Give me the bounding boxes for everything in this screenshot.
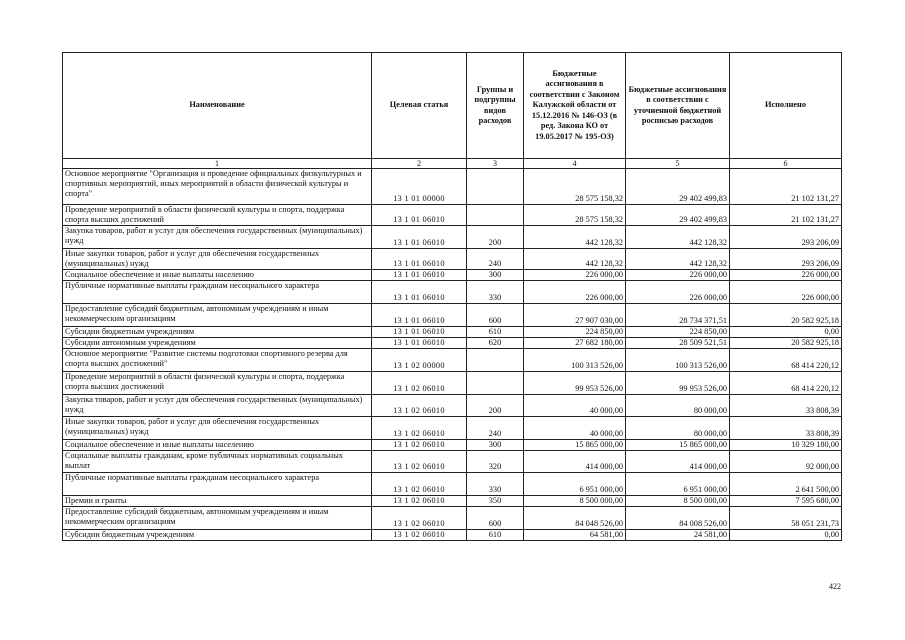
table-cell-expense-group: 350 xyxy=(467,496,524,507)
table-cell-target-article: 13 1 01 06010 xyxy=(372,205,467,226)
table-cell-law-budget: 40 000,00 xyxy=(524,395,626,417)
table-cell-name: Социальные выплаты гражданам, кроме публичных нормативных социальных выплат xyxy=(63,451,372,473)
table-row xyxy=(63,205,842,226)
table-cell-name: Предоставление субсидий бюджетным, автономным учреждениям и иным некоммерческим организациям xyxy=(63,507,372,530)
table-cell-name: Закупка товаров, работ и услуг для обеспечения государственных (муниципальных) нужд xyxy=(63,226,372,249)
table-row xyxy=(63,338,842,349)
header-target-article: Целевая статья xyxy=(372,53,467,159)
table-cell-name: Субсидии бюджетным учреждениям xyxy=(63,530,372,541)
table-cell-executed: 58 051 231,73 xyxy=(730,507,842,530)
table-row xyxy=(63,507,842,530)
table-cell-refined-budget: 414 000,00 xyxy=(626,451,730,473)
table-cell-law-budget: 28 575 158,32 xyxy=(524,205,626,226)
table-cell-executed: 92 000,00 xyxy=(730,451,842,473)
table-body xyxy=(63,169,842,541)
table-row xyxy=(63,473,842,496)
table-cell-target-article: 13 1 02 06010 xyxy=(372,473,467,496)
table-cell-refined-budget: 15 865 000,00 xyxy=(626,440,730,451)
table-row xyxy=(63,496,842,507)
table-row xyxy=(63,169,842,205)
table-cell-law-budget: 99 953 526,00 xyxy=(524,372,626,395)
table-cell-target-article: 13 1 01 06010 xyxy=(372,226,467,249)
header-refined-budget: Бюджетные ассигнования в соответствии с уточненной бюджетной росписью расходов xyxy=(626,53,730,159)
table-cell-law-budget: 414 000,00 xyxy=(524,451,626,473)
table-cell-name: Социальное обеспечение и иные выплаты населению xyxy=(63,270,372,281)
table-cell-name: Иные закупки товаров, работ и услуг для обеспечения государственных (муниципальных) нужд xyxy=(63,417,372,440)
table-row xyxy=(63,304,842,327)
table-cell-refined-budget: 29 402 499,83 xyxy=(626,169,730,205)
table-cell-name: Основное мероприятие "Организация и проведение официальных физкультурных и спортивных мероприятий, иных мероприятий в области физической культуры и спорта" xyxy=(63,169,372,205)
table-cell-target-article: 13 1 02 06010 xyxy=(372,440,467,451)
table-cell-expense-group: 300 xyxy=(467,270,524,281)
table-row xyxy=(63,349,842,372)
table-cell-name: Предоставление субсидий бюджетным, автономным учреждениям и иным некоммерческим организациям xyxy=(63,304,372,327)
table-cell-executed: 7 595 680,00 xyxy=(730,496,842,507)
table-cell-executed: 20 582 925,18 xyxy=(730,338,842,349)
table-cell-refined-budget: 100 313 526,00 xyxy=(626,349,730,372)
table-cell-expense-group: 600 xyxy=(467,304,524,327)
table-cell-target-article: 13 1 01 06010 xyxy=(372,304,467,327)
table-cell-law-budget: 27 907 030,00 xyxy=(524,304,626,327)
table-cell-target-article: 13 1 02 06010 xyxy=(372,372,467,395)
table-row xyxy=(63,530,842,541)
table-row xyxy=(63,372,842,395)
table-cell-law-budget: 27 682 180,00 xyxy=(524,338,626,349)
table-cell-expense-group xyxy=(467,169,524,205)
table-cell-name: Проведение мероприятий в области физической культуры и спорта, поддержка спорта высших достижений xyxy=(63,205,372,226)
table-cell-name: Основное мероприятие "Развитие системы подготовки спортивного резерва для спорта высших достижений" xyxy=(63,349,372,372)
table-cell-expense-group: 330 xyxy=(467,473,524,496)
table-cell-law-budget: 224 850,00 xyxy=(524,327,626,338)
table-cell-law-budget: 442 128,32 xyxy=(524,226,626,249)
table-cell-expense-group: 300 xyxy=(467,440,524,451)
table-row xyxy=(63,226,842,249)
table-cell-name: Закупка товаров, работ и услуг для обеспечения государственных (муниципальных) нужд xyxy=(63,395,372,417)
table-cell-executed: 68 414 220,12 xyxy=(730,372,842,395)
table-cell-executed: 0,00 xyxy=(730,530,842,541)
table-cell-name: Субсидии бюджетным учреждениям xyxy=(63,327,372,338)
table-cell-expense-group xyxy=(467,372,524,395)
table-cell-expense-group: 200 xyxy=(467,395,524,417)
table-cell-name: Публичные нормативные выплаты гражданам несоциального характера xyxy=(63,473,372,496)
table-row xyxy=(63,451,842,473)
header-expense-groups: Группы и подгруппы видов расходов xyxy=(467,53,524,159)
table-cell-refined-budget: 24 581,00 xyxy=(626,530,730,541)
table-cell-name: Иные закупки товаров, работ и услуг для обеспечения государственных (муниципальных) нужд xyxy=(63,249,372,270)
table-cell-law-budget: 40 000,00 xyxy=(524,417,626,440)
table-cell-executed: 21 102 131,27 xyxy=(730,169,842,205)
table-cell-refined-budget: 226 000,00 xyxy=(626,281,730,304)
table-cell-target-article: 13 1 01 06010 xyxy=(372,270,467,281)
table-cell-refined-budget: 99 953 526,00 xyxy=(626,372,730,395)
table-cell-law-budget: 15 865 000,00 xyxy=(524,440,626,451)
table-cell-target-article: 13 1 01 00000 xyxy=(372,169,467,205)
table-cell-executed: 0,00 xyxy=(730,327,842,338)
table-cell-executed: 2 641 500,00 xyxy=(730,473,842,496)
table-cell-target-article: 13 1 01 06010 xyxy=(372,249,467,270)
table-cell-law-budget: 100 313 526,00 xyxy=(524,349,626,372)
table-cell-expense-group xyxy=(467,205,524,226)
table-cell-refined-budget: 8 500 000,00 xyxy=(626,496,730,507)
column-number: 6 xyxy=(730,159,842,169)
table-cell-target-article: 13 1 02 00000 xyxy=(372,349,467,372)
column-number: 2 xyxy=(372,159,467,169)
table-cell-refined-budget: 6 951 000,00 xyxy=(626,473,730,496)
table-cell-refined-budget: 84 008 526,00 xyxy=(626,507,730,530)
table-cell-target-article: 13 1 02 06010 xyxy=(372,496,467,507)
table-cell-law-budget: 6 951 000,00 xyxy=(524,473,626,496)
table-cell-target-article: 13 1 01 06010 xyxy=(372,327,467,338)
table-cell-law-budget: 442 128,32 xyxy=(524,249,626,270)
table-cell-executed: 21 102 131,27 xyxy=(730,205,842,226)
header-name: Наименование xyxy=(63,53,372,159)
table-cell-name: Субсидии автономным учреждениям xyxy=(63,338,372,349)
table-cell-law-budget: 226 000,00 xyxy=(524,270,626,281)
column-number: 5 xyxy=(626,159,730,169)
table-cell-target-article: 13 1 02 06010 xyxy=(372,395,467,417)
table-cell-refined-budget: 80 000,00 xyxy=(626,417,730,440)
table-cell-law-budget: 64 581,00 xyxy=(524,530,626,541)
table-cell-expense-group: 240 xyxy=(467,417,524,440)
table-cell-refined-budget: 224 850,00 xyxy=(626,327,730,338)
table-cell-refined-budget: 28 734 371,51 xyxy=(626,304,730,327)
table-cell-expense-group: 330 xyxy=(467,281,524,304)
table-cell-refined-budget: 442 128,32 xyxy=(626,226,730,249)
table-cell-executed: 33 808,39 xyxy=(730,417,842,440)
document-page xyxy=(62,52,841,541)
table-cell-executed: 293 206,09 xyxy=(730,226,842,249)
table-cell-law-budget: 8 500 000,00 xyxy=(524,496,626,507)
table-cell-executed: 20 582 925,18 xyxy=(730,304,842,327)
table-cell-target-article: 13 1 02 06010 xyxy=(372,451,467,473)
table-cell-name: Проведение мероприятий в области физической культуры и спорта, поддержка спорта высших достижений xyxy=(63,372,372,395)
table-cell-executed: 33 808,39 xyxy=(730,395,842,417)
table-row xyxy=(63,440,842,451)
table-cell-executed: 10 329 180,00 xyxy=(730,440,842,451)
table-row xyxy=(63,281,842,304)
table-cell-expense-group xyxy=(467,349,524,372)
table-cell-law-budget: 28 575 158,32 xyxy=(524,169,626,205)
table-cell-refined-budget: 29 402 499,83 xyxy=(626,205,730,226)
table-cell-name: Социальное обеспечение и иные выплаты населению xyxy=(63,440,372,451)
budget-table xyxy=(62,52,842,541)
table-cell-target-article: 13 1 02 06010 xyxy=(372,507,467,530)
table-cell-law-budget: 226 000,00 xyxy=(524,281,626,304)
table-row xyxy=(63,395,842,417)
header-executed: Исполнено xyxy=(730,53,842,159)
table-cell-expense-group: 240 xyxy=(467,249,524,270)
column-number: 1 xyxy=(63,159,372,169)
table-cell-refined-budget: 226 000,00 xyxy=(626,270,730,281)
table-cell-expense-group: 200 xyxy=(467,226,524,249)
table-cell-target-article: 13 1 02 06010 xyxy=(372,417,467,440)
table-cell-name: Публичные нормативные выплаты гражданам несоциального характера xyxy=(63,281,372,304)
table-row xyxy=(63,270,842,281)
table-cell-target-article: 13 1 02 06010 xyxy=(372,530,467,541)
column-number: 4 xyxy=(524,159,626,169)
header-law-budget: Бюджетные ассигнования в соответствии с Законом Калужской области от 15.12.2016 № 146-ОЗ (в ред. Закона КО от 19.05.2017 № 195-ОЗ) xyxy=(524,53,626,159)
table-row xyxy=(63,417,842,440)
table-cell-law-budget: 84 048 526,00 xyxy=(524,507,626,530)
column-number: 3 xyxy=(467,159,524,169)
table-cell-refined-budget: 28 509 521,51 xyxy=(626,338,730,349)
table-cell-expense-group: 610 xyxy=(467,530,524,541)
page-number: 422 xyxy=(829,582,841,591)
table-cell-refined-budget: 80 000,00 xyxy=(626,395,730,417)
table-cell-expense-group: 620 xyxy=(467,338,524,349)
table-cell-name: Премии и гранты xyxy=(63,496,372,507)
table-cell-expense-group: 610 xyxy=(467,327,524,338)
table-cell-executed: 226 000,00 xyxy=(730,281,842,304)
table-cell-target-article: 13 1 01 06010 xyxy=(372,338,467,349)
table-cell-executed: 68 414 220,12 xyxy=(730,349,842,372)
table-row xyxy=(63,249,842,270)
table-cell-target-article: 13 1 01 06010 xyxy=(372,281,467,304)
table-cell-executed: 226 000,00 xyxy=(730,270,842,281)
table-cell-expense-group: 600 xyxy=(467,507,524,530)
table-cell-refined-budget: 442 128,32 xyxy=(626,249,730,270)
table-cell-expense-group: 320 xyxy=(467,451,524,473)
table-row xyxy=(63,327,842,338)
table-cell-executed: 293 206,09 xyxy=(730,249,842,270)
